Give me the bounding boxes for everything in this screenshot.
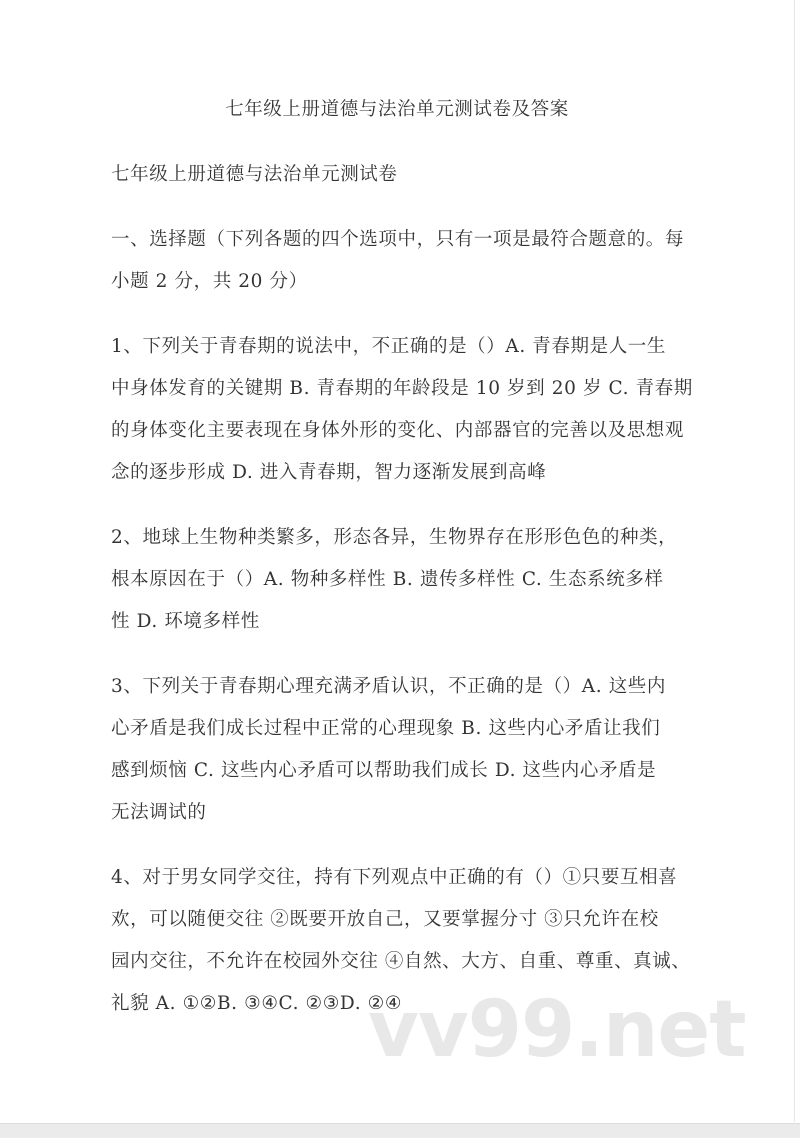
document-content bbox=[111, 89, 691, 1048]
text-line: 4、对于男女同学交往，持有下列观点中正确的有（）①只要互相喜 bbox=[111, 867, 678, 888]
text-line: 念的逐步形成 D. 进入青春期，智力逐渐发展到高峰 bbox=[111, 462, 547, 483]
text-line: 2、地球上生物种类繁多，形态各异，生物界存在形形色色的种类， bbox=[111, 527, 678, 548]
document-title: 七年级上册道德与法治单元测试卷及答案 bbox=[225, 99, 569, 120]
text-line: 礼貌 A. ①②B. ③④C. ②③D. ②④ bbox=[111, 993, 403, 1014]
question-1 bbox=[111, 326, 691, 494]
section-heading bbox=[111, 219, 691, 303]
text-line: 欢，可以随便交往 ②既要开放自己，又要掌握分寸 ③只允许在校 bbox=[111, 909, 659, 930]
text-line: 园内交往，不允许在校园外交往 ④自然、大方、自重、尊重、真诚、 bbox=[111, 951, 691, 972]
text-line: 小题 2 分，共 20 分） bbox=[111, 271, 308, 292]
exam-subtitle: 七年级上册道德与法治单元测试卷 bbox=[111, 164, 398, 185]
text-line: 3、下列关于青春期心理充满矛盾认识，不正确的是（）A. 这些内 bbox=[111, 676, 666, 697]
question-2 bbox=[111, 517, 691, 643]
watermark: vv99.net bbox=[368, 985, 746, 1075]
viewer-bottom-edge bbox=[0, 1123, 800, 1138]
text-line: 一、选择题（下列各题的四个选项中，只有一项是最符合题意的。每 bbox=[111, 229, 685, 250]
text-line: 无法调试的 bbox=[111, 802, 207, 823]
text-line: 根本原因在于（）A. 物种多样性 B. 遗传多样性 C. 生态系统多样 bbox=[111, 569, 664, 590]
text-line: 1、下列关于青春期的说法中，不正确的是（）A. 青春期是人一生 bbox=[111, 336, 666, 357]
text-line: 中身体发育的关键期 B. 青春期的年龄段是 10 岁到 20 岁 C. 青春期 bbox=[111, 378, 693, 399]
text-line: 感到烦恼 C. 这些内心矛盾可以帮助我们成长 D. 这些内心矛盾是 bbox=[111, 760, 657, 781]
question-3 bbox=[111, 666, 691, 834]
text-line: 性 D. 环境多样性 bbox=[111, 611, 260, 632]
text-line: 的身体变化主要表现在身体外形的变化、内部器官的完善以及思想观 bbox=[111, 420, 685, 441]
text-line: 心矛盾是我们成长过程中正常的心理现象 B. 这些内心矛盾让我们 bbox=[111, 718, 661, 739]
